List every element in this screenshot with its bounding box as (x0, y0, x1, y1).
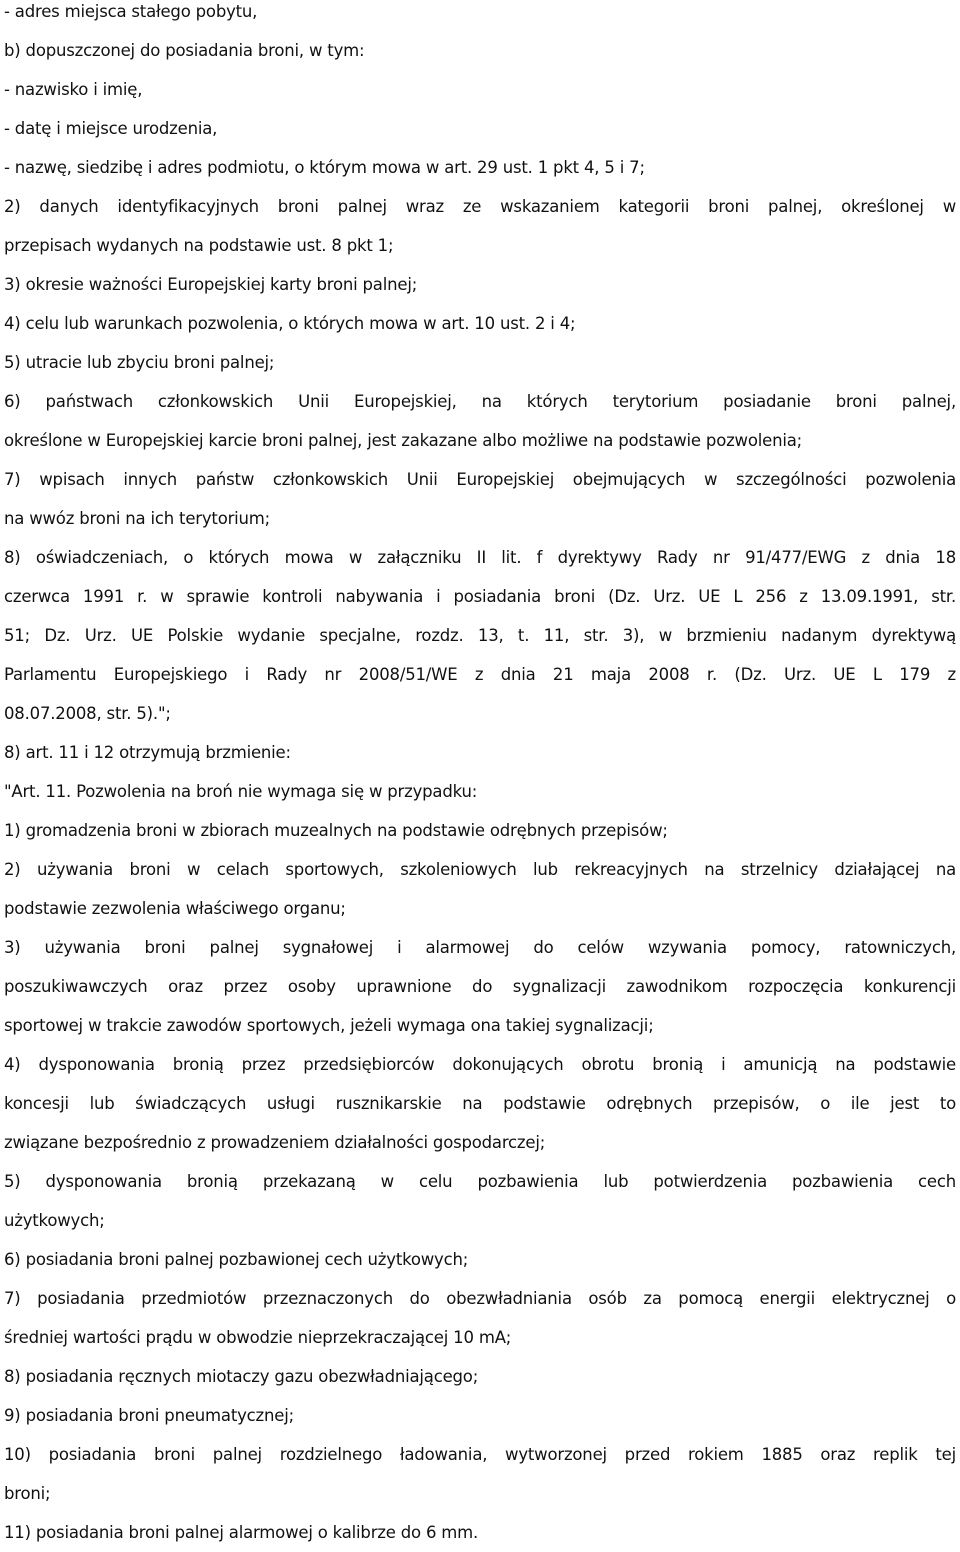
text-line: określone w Europejskiej karcie broni palnej, jest zakazane albo możliwe na podstawie pozwolenia; (4, 431, 802, 450)
text-line: 1) gromadzenia broni w zbiorach muzealnych na podstawie odrębnych przepisów; (4, 821, 668, 840)
text-line: na wwóz broni na ich terytorium; (4, 509, 271, 528)
text-line: 8) oświadczeniach, o których mowa w załączniku II lit. f dyrektywy Rady nr 91/477/EWG z dnia 18 (4, 548, 956, 567)
text-line: 08.07.2008, str. 5)."; (4, 704, 171, 723)
text-line: 3) okresie ważności Europejskiej karty broni palnej; (4, 275, 418, 294)
text-line: 3) używania broni palnej sygnałowej i alarmowej do celów wzywania pomocy, ratowniczych, (4, 938, 956, 957)
text-line: użytkowych; (4, 1211, 105, 1230)
text-line: związane bezpośrednio z prowadzeniem działalności gospodarczej; (4, 1133, 546, 1152)
text-line: 5) utracie lub zbyciu broni palnej; (4, 353, 275, 372)
text-line: 4) celu lub warunkach pozwolenia, o których mowa w art. 10 ust. 2 i 4; (4, 314, 576, 333)
text-line: poszukiwawczych oraz przez osoby uprawnione do sygnalizacji zawodnikom rozpoczęcia konkurencji (4, 977, 956, 996)
text-line: - nazwisko i imię, (4, 80, 143, 99)
text-line: koncesji lub świadczących usługi rusznikarskie na podstawie odrębnych przepisów, o ile jest to (4, 1094, 956, 1113)
text-line: 7) posiadania przedmiotów przeznaczonych do obezwładniania osób za pomocą energii elektrycznej o (4, 1289, 956, 1308)
text-line: 6) państwach członkowskich Unii Europejskiej, na których terytorium posiadanie broni palnej, (4, 392, 956, 411)
text-line: 6) posiadania broni palnej pozbawionej cech użytkowych; (4, 1250, 469, 1269)
text-line: 9) posiadania broni pneumatycznej; (4, 1406, 294, 1425)
text-line: 2) używania broni w celach sportowych, szkoleniowych lub rekreacyjnych na strzelnicy działającej na (4, 860, 956, 879)
text-line: czerwca 1991 r. w sprawie kontroli nabywania i posiadania broni (Dz. Urz. UE L 256 z 13.09.1991, str. (4, 587, 956, 606)
text-line: 2) danych identyfikacyjnych broni palnej wraz ze wskazaniem kategorii broni palnej, określonej w (4, 197, 956, 216)
text-line: - datę i miejsce urodzenia, (4, 119, 218, 138)
text-line: przepisach wydanych na podstawie ust. 8 pkt 1; (4, 236, 394, 255)
text-line: b) dopuszczonej do posiadania broni, w tym: (4, 41, 365, 60)
text-line: 11) posiadania broni palnej alarmowej o kalibrze do 6 mm. (4, 1523, 479, 1542)
text-line: średniej wartości prądu w obwodzie nieprzekraczającej 10 mA; (4, 1328, 512, 1347)
text-line: 4) dysponowania bronią przez przedsiębiorców dokonujących obrotu bronią i amunicją na podstawie (4, 1055, 956, 1074)
text-line: - adres miejsca stałego pobytu, (4, 2, 258, 21)
text-line: 8) posiadania ręcznych miotaczy gazu obezwładniającego; (4, 1367, 479, 1386)
text-line: "Art. 11. Pozwolenia na broń nie wymaga się w przypadku: (4, 782, 478, 801)
text-line: 10) posiadania broni palnej rozdzielnego ładowania, wytworzonej przed rokiem 1885 oraz replik tej (4, 1445, 956, 1464)
text-line: 7) wpisach innych państw członkowskich Unii Europejskiej obejmujących w szczególności pozwolenia (4, 470, 956, 489)
text-line: Parlamentu Europejskiego i Rady nr 2008/51/WE z dnia 21 maja 2008 r. (Dz. Urz. UE L 179 z (4, 665, 956, 684)
text-line: broni; (4, 1484, 51, 1503)
text-line: sportowej w trakcie zawodów sportowych, jeżeli wymaga ona takiej sygnalizacji; (4, 1016, 654, 1035)
text-line: 5) dysponowania bronią przekazaną w celu pozbawienia lub potwierdzenia pozbawienia cech (4, 1172, 956, 1191)
text-line: 8) art. 11 i 12 otrzymują brzmienie: (4, 743, 291, 762)
text-line: 51; Dz. Urz. UE Polskie wydanie specjalne, rozdz. 13, t. 11, str. 3), w brzmieniu nadanym dyrektywą (4, 626, 956, 645)
text-line: - nazwę, siedzibę i adres podmiotu, o którym mowa w art. 29 ust. 1 pkt 4, 5 i 7; (4, 158, 645, 177)
text-line: podstawie zezwolenia właściwego organu; (4, 899, 346, 918)
